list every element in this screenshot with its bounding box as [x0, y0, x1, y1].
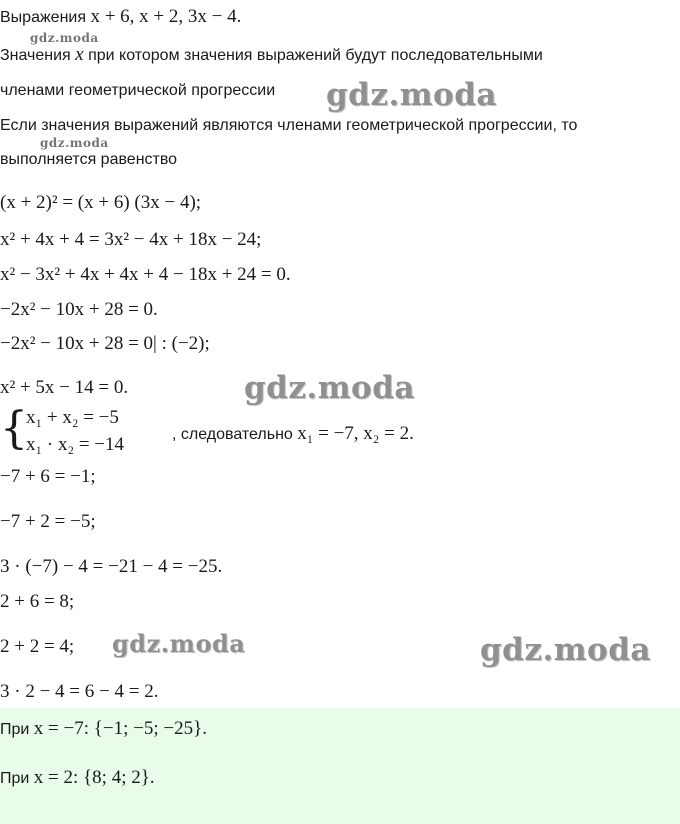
watermark-large: gdz.moda: [480, 632, 651, 668]
watermark-medium: gdz.moda: [112, 629, 246, 658]
answer-2-text: При: [0, 770, 30, 787]
statement-line-2: членами геометрической прогрессии: [0, 82, 276, 99]
check-6: 3 · 2 − 4 = 6 − 4 = 2.: [0, 681, 159, 702]
watermark-small: gdz.moda: [40, 136, 109, 150]
system-conclusion: [172, 423, 414, 445]
intro-expressions: x + 6, x + 2, 3x − 4.: [90, 6, 242, 27]
answer-block: [0, 708, 680, 824]
equation-4: −2x² − 10x + 28 = 0.: [0, 299, 158, 320]
equation-3: x² − 3x² + 4x + 4x + 4 − 18x + 24 = 0.: [0, 264, 291, 285]
equation-6: x² + 5x − 14 = 0.: [0, 377, 129, 398]
answer-1-text: При: [0, 721, 30, 738]
vieta-system: [0, 403, 680, 461]
check-3: 3 · (−7) − 4 = −21 − 4 = −25.: [0, 556, 223, 577]
check-2: −7 + 2 = −5;: [0, 511, 96, 532]
statement-text-a: Значения: [0, 47, 71, 64]
system-brace: {: [0, 403, 28, 454]
watermark-small: gdz.moda: [30, 31, 99, 45]
statement-line-1: [0, 44, 543, 66]
statement-var: x: [75, 44, 84, 65]
check-5: 2 + 2 = 4;: [0, 636, 75, 657]
system-conclusion-text: , следовательно: [172, 426, 293, 443]
equation-1: (x + 2)² = (x + 6) (3x − 4);: [0, 192, 202, 213]
system-row-2: x₁ · x₂ = −14: [26, 434, 125, 455]
answer-1: [0, 718, 207, 740]
watermark-large: gdz.moda: [326, 77, 497, 113]
system-conclusion-roots: x₁ = −7, x₂ = 2.: [297, 423, 414, 444]
equation-5: −2x² − 10x + 28 = 0| : (−2);: [0, 333, 210, 354]
statement-line-3: Если значения выражений являются членами геометрической прогрессии, то: [0, 117, 578, 134]
equation-2: x² + 4x + 4 = 3x² − 4x + 18x − 24;: [0, 229, 262, 250]
watermark-large: gdz.moda: [244, 370, 415, 406]
header-line: [0, 6, 241, 28]
check-1: −7 + 6 = −1;: [0, 466, 96, 487]
answer-1-math: x = −7: {−1; −5; −25}.: [33, 718, 207, 739]
answer-2-math: x = 2: {8; 4; 2}.: [33, 767, 155, 788]
statement-text-b: при котором значения выражений будут последовательными: [88, 47, 543, 64]
system-row-1: x₁ + x₂ = −5: [26, 407, 119, 428]
answer-2: [0, 767, 155, 789]
check-4: 2 + 6 = 8;: [0, 591, 75, 612]
intro-text: Выражения: [0, 9, 87, 26]
statement-line-4: выполняется равенство: [0, 151, 178, 168]
